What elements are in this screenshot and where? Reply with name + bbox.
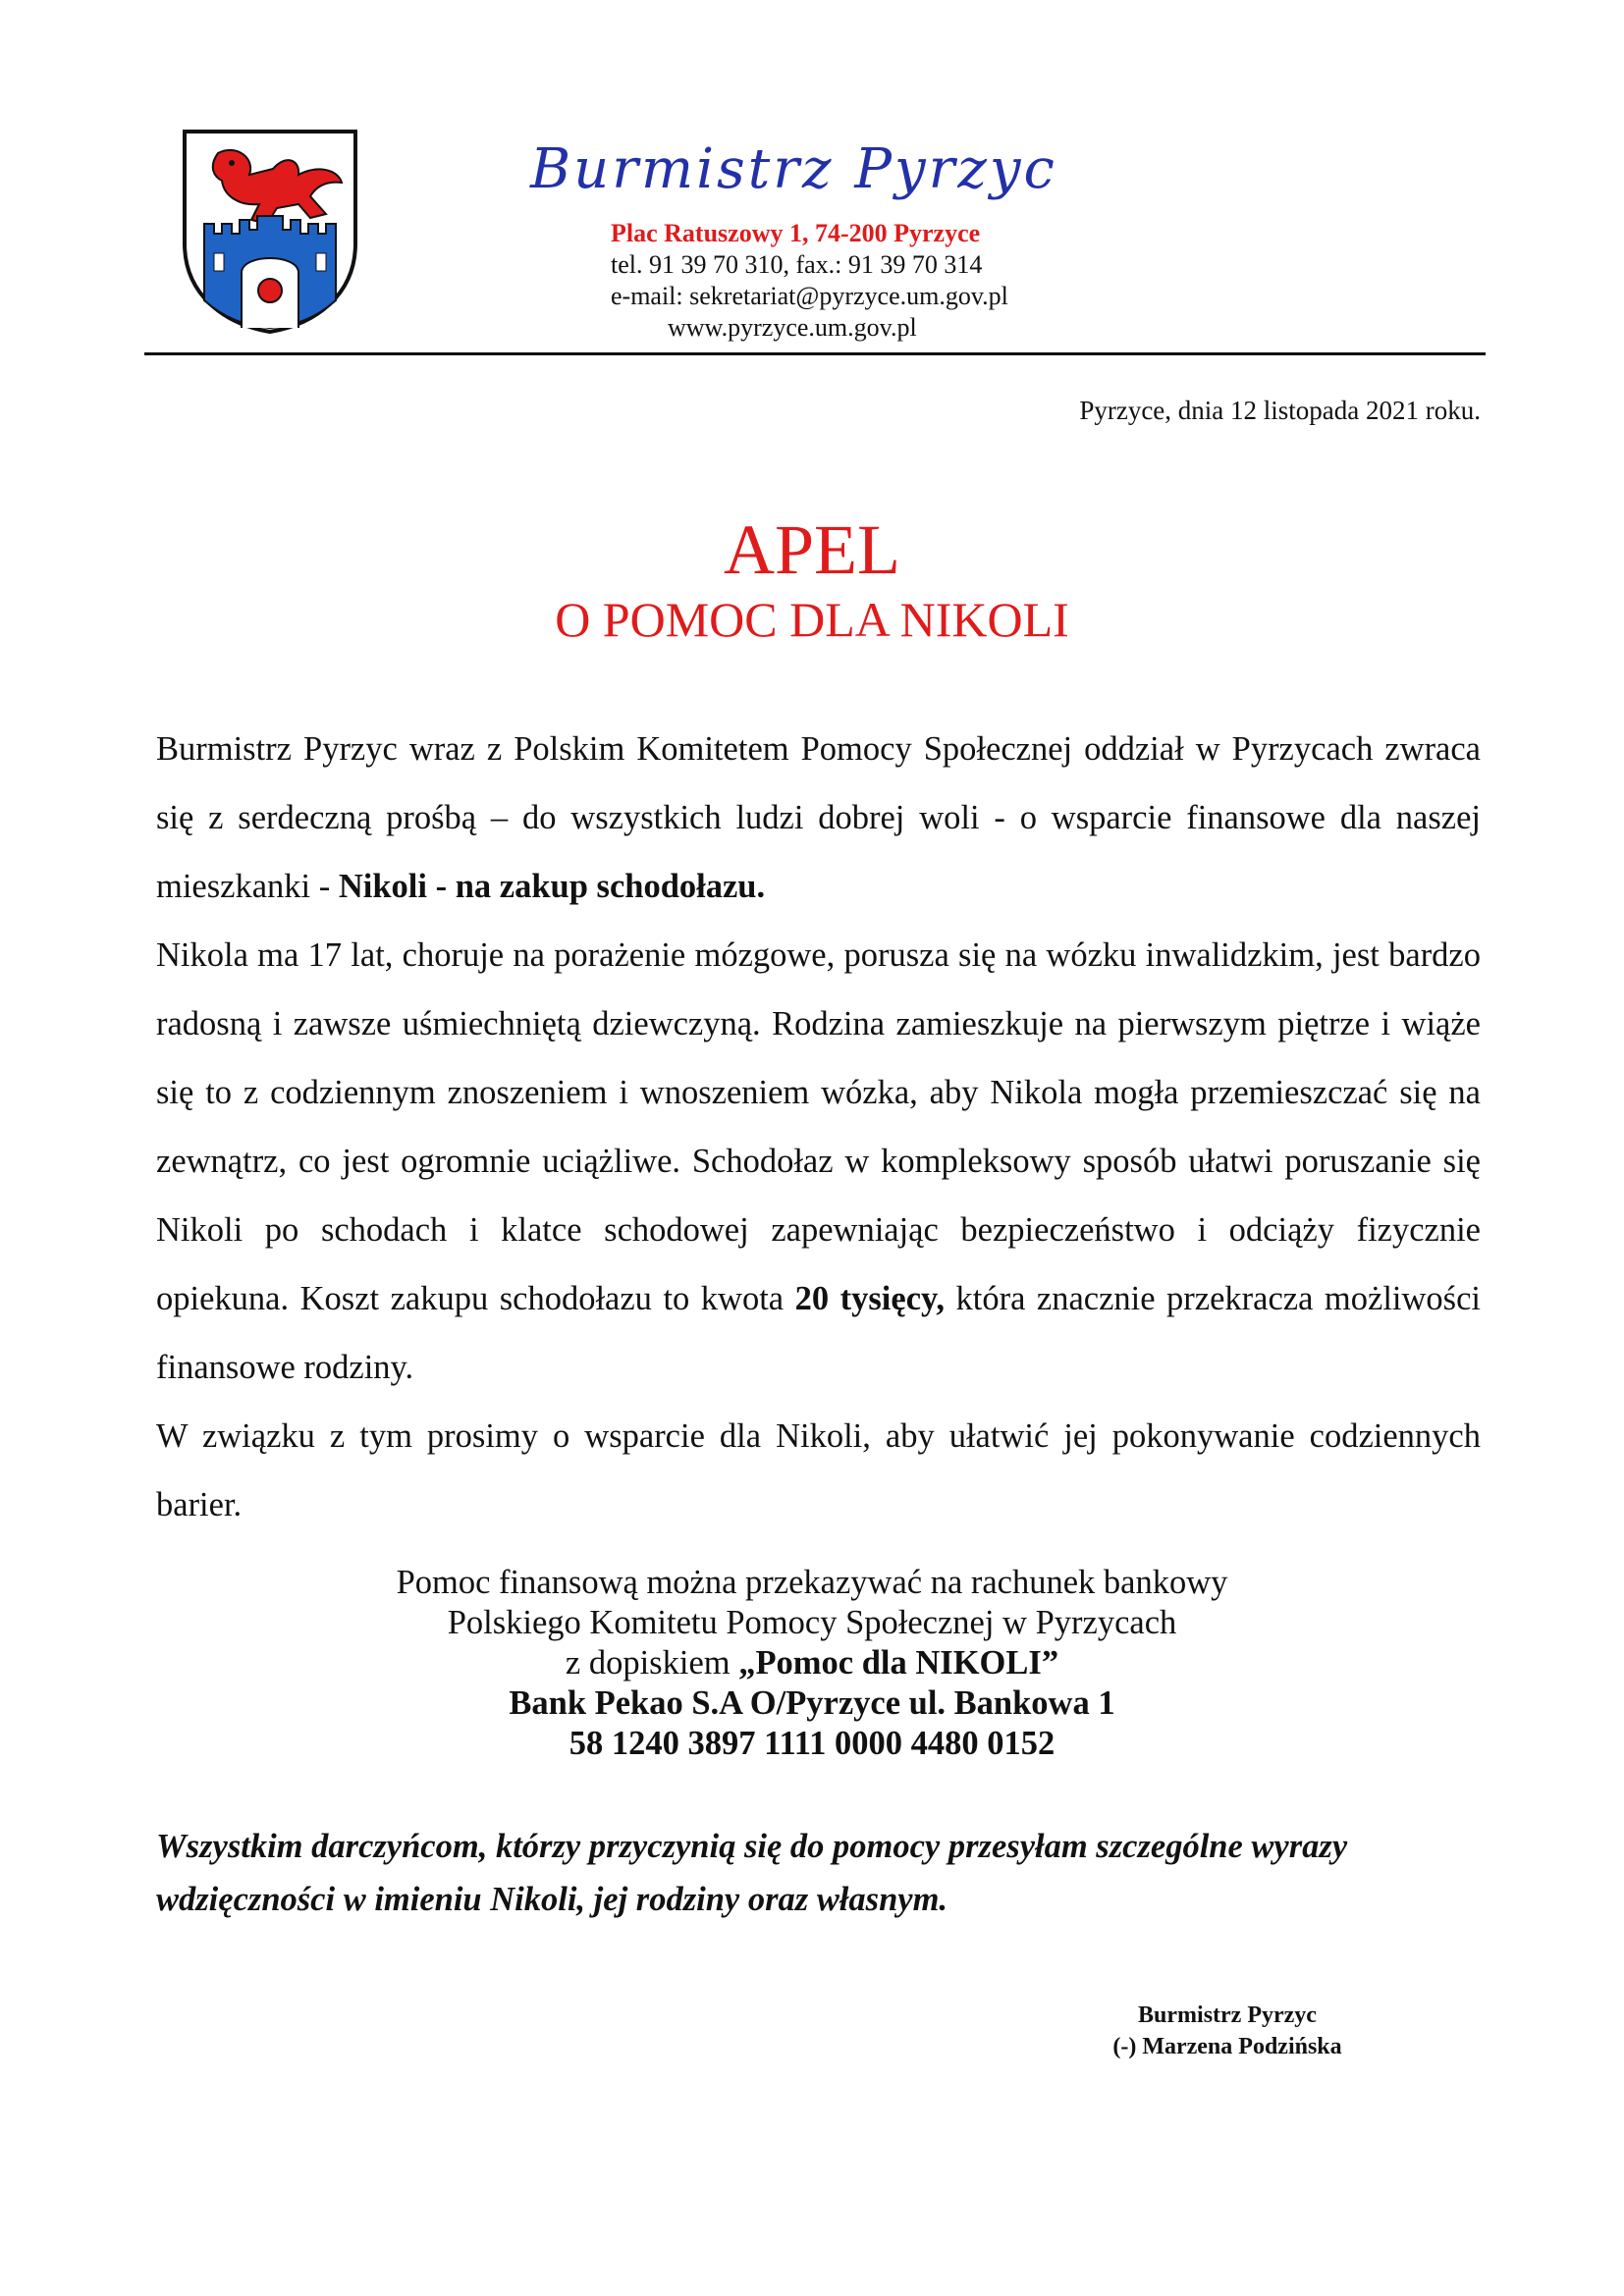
body-paragraph-1-highlight: Nikoli - na zakup schodołazu. [338,868,766,905]
coat-of-arms-icon [179,126,361,336]
body-paragraph-2-end: która znacznie przekracza możliwości finansowe rodziny. [156,1280,1481,1386]
header-divider [144,352,1486,355]
body-paragraph-2 [156,921,1481,1402]
appeal-body [156,715,1481,1539]
bank-transfer-note: „Pomoc dla NIKOLI” [738,1644,1059,1682]
date-line: Pyrzyce, dnia 12 listopada 2021 roku. [1079,396,1481,425]
thanks-note: Wszystkim darczyńcom, którzy przyczynią się do pomocy przesyłam szczególne wyrazy wdzięczności w imieniu Nikoli, jej rodziny oraz własnym. [156,1828,1348,1918]
office-phone: tel. 91 39 70 310, fax.: 91 39 70 314 [611,250,983,279]
office-website[interactable]: www.pyrzyce.um.gov.pl [668,313,917,342]
signature-block [1080,2000,1375,2062]
office-title: Burmistrz Pyrzyc [530,137,1057,201]
signature-name: (-) Marzena Podzińska [1112,2034,1342,2059]
body-paragraph-1-text: Burmistrz Pyrzyc wraz z Polskim Komitetem Pomocy Społecznej oddział w Pyrzycach zwraca się z serdeczną prośbą – do wszystkich ludzi dobrej woli - o wsparcie finansowe dla naszej mieszkanki - [156,730,1481,905]
body-paragraph-1 [156,715,1481,921]
bank-details [0,1563,1624,1764]
bank-account-number: 58 1240 3897 1111 0000 4480 0152 [568,1725,1056,1762]
body-paragraph-2-text: Nikola ma 17 lat, choruje na porażenie mózgowe, porusza się na wózku inwalidzkim, jest bardzo radosną i zawsze uśmiechniętą dziewczyną. Rodzina zamieszkuje na pierwszym piętrze i wiąże się to z codziennym znoszeniem i wnoszeniem wózka, aby Nikola mogła przemieszczać się na zewnątrz, co jest ogromnie uciążliwe. Schodołaz w kompleksowy sposób ułatwi poruszanie się Nikoli po schodach i klatce schodowej zapewniając bezpieczeństwo i odciąży fizycznie opiekuna. Koszt zakupu schodołazu to kwota [156,936,1481,1317]
bank-line-2: Polskiego Komitetu Pomocy Społecznej w Pyrzycach [447,1604,1177,1641]
bank-line-3-text: z dopiskiem [565,1644,739,1682]
office-address: Plac Ratuszowy 1, 74-200 Pyrzyce [611,219,981,247]
bank-line-1: Pomoc finansową można przekazywać na rachunek bankowy [396,1564,1228,1601]
bank-line-3 [0,1643,1624,1683]
office-email[interactable]: e-mail: sekretariat@pyrzyce.um.gov.pl [611,282,1008,310]
body-paragraph-3: W związku z tym prosimy o wsparcie dla Nikoli, aby ułatwić jej pokonywanie codziennych barier. [156,1417,1481,1523]
document-title: APEL [724,510,900,589]
signature-role: Burmistrz Pyrzyc [1138,2002,1317,2028]
body-paragraph-2-amount: 20 tysięcy, [794,1280,945,1317]
bank-name: Bank Pekao S.A O/Pyrzyce ul. Bankowa 1 [509,1684,1115,1722]
document-subtitle: O POMOC DLA NIKOLI [555,592,1069,647]
